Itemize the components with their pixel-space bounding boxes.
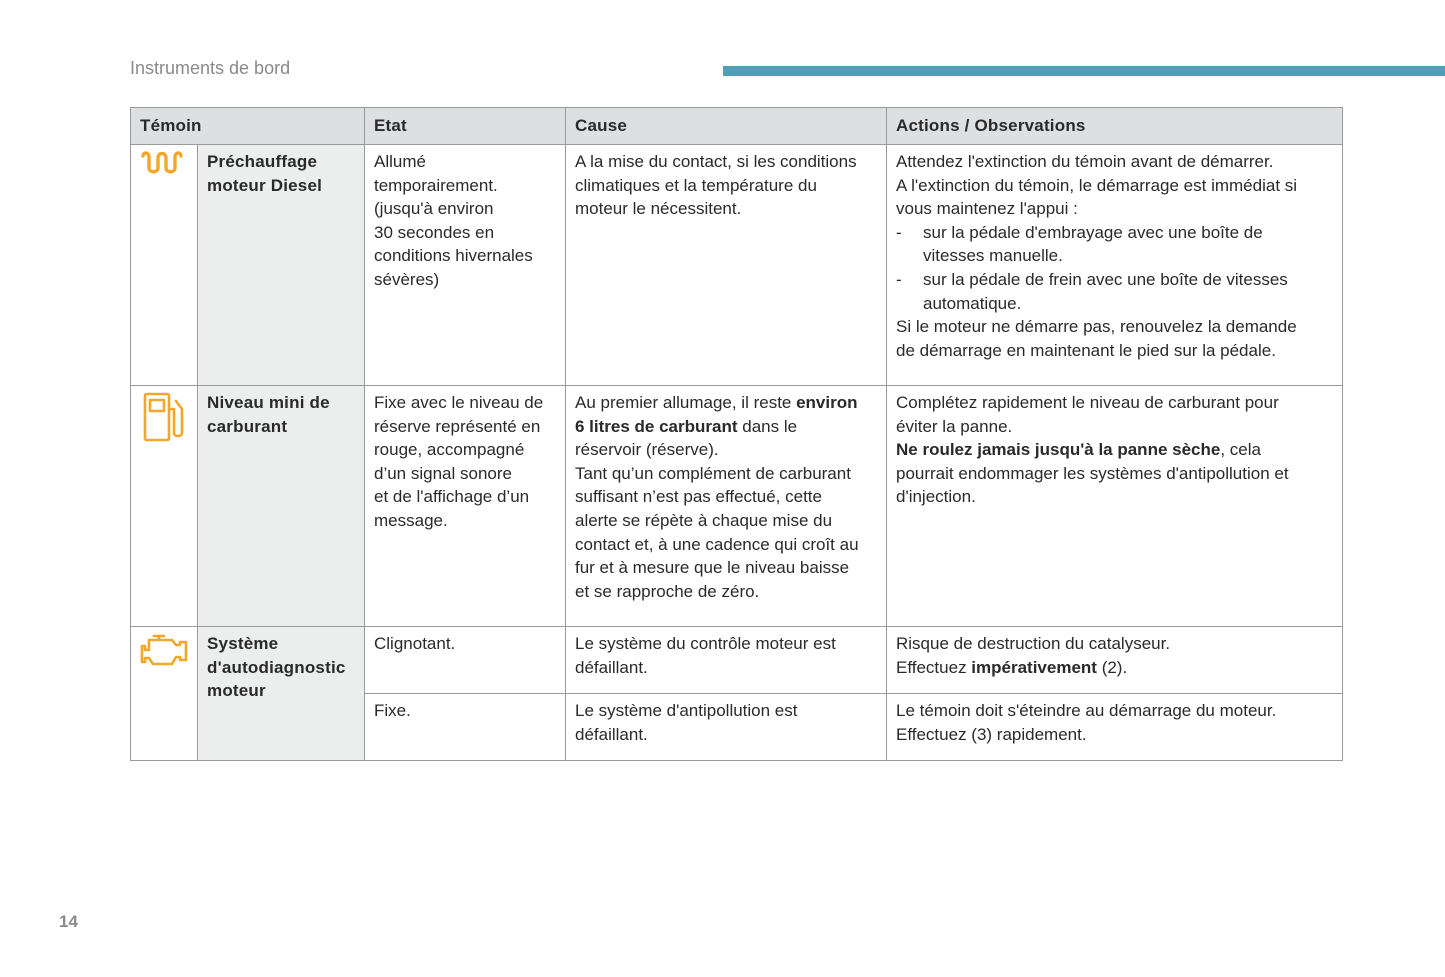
fuel-etat-line: rouge, accompagné xyxy=(374,440,525,460)
fuel-pump-icon xyxy=(140,391,188,443)
preheat-actions-line: A l'extinction du témoin, le démarrage est immédiat si xyxy=(896,175,1298,195)
engine-etat-cell: Fixe. xyxy=(365,694,566,761)
engine-name-line: Système xyxy=(207,634,279,653)
fuel-cause-text: dans le xyxy=(737,416,798,436)
bullet-dash: - xyxy=(896,269,902,289)
fuel-actions-bold: Ne roulez jamais jusqu'à la panne sèche xyxy=(896,440,1221,460)
fuel-cause-line: Tant qu’un complément de carburant xyxy=(575,463,851,483)
preheat-etat-line: conditions hivernales xyxy=(374,246,533,266)
engine-cause-cell xyxy=(566,627,887,694)
section-title: Instruments de bord xyxy=(130,58,291,78)
preheat-etat-line: temporairement. xyxy=(374,175,498,195)
fuel-cause-line: contact et, à une cadence qui croît au xyxy=(575,534,859,554)
fuel-etat-cell xyxy=(365,386,566,627)
column-header-actions: Actions / Observations xyxy=(887,108,1343,145)
preheat-etat-line: (jusqu'à environ xyxy=(374,199,494,219)
engine-name-cell xyxy=(198,627,365,761)
fuel-icon-cell xyxy=(131,386,198,627)
preheat-cause-line: A la mise du contact, si les conditions xyxy=(575,152,857,171)
engine-actions-cell xyxy=(887,627,1343,694)
engine-check-icon xyxy=(140,632,188,668)
engine-actions-bold: impérativement xyxy=(971,657,1097,677)
fuel-etat-line: réserve représenté en xyxy=(374,416,541,436)
preheat-actions-line: Attendez l'extinction du témoin avant de démarrer. xyxy=(896,152,1274,171)
fuel-name-line: carburant xyxy=(207,416,288,436)
engine-icon-cell xyxy=(131,627,198,761)
engine-cause-line: Le système du contrôle moteur est xyxy=(575,634,836,653)
table-row-engine-flashing xyxy=(131,627,1343,694)
preheat-etat-line: sévères) xyxy=(374,269,440,289)
fuel-name-line: Niveau mini de xyxy=(207,393,330,412)
bullet-dash: - xyxy=(896,222,902,242)
preheat-actions-line: vous maintenez l'appui : xyxy=(896,199,1078,219)
fuel-cause-bold: 6 litres de carburant xyxy=(575,416,738,436)
engine-actions-text: (2). xyxy=(1096,657,1128,677)
column-header-cause: Cause xyxy=(566,108,887,145)
page-number: 14 xyxy=(59,912,78,931)
fuel-actions-line: pourrait endommager les systèmes d'antipollution et xyxy=(896,463,1289,483)
fuel-name-cell xyxy=(198,386,365,627)
fuel-cause-line xyxy=(575,391,877,415)
engine-actions-line: Effectuez (3) rapidement. xyxy=(896,724,1087,744)
preheat-bullet-item xyxy=(896,268,1333,315)
preheat-icon-cell xyxy=(131,145,198,386)
fuel-actions-cell xyxy=(887,386,1343,627)
fuel-actions-line xyxy=(896,438,1333,462)
engine-name-line: d'autodiagnostic xyxy=(207,657,346,677)
bullet-text-line: sur la pédale de frein avec une boîte de vitesses xyxy=(923,269,1288,289)
fuel-cause-line: et se rapproche de zéro. xyxy=(575,581,760,601)
column-header-temoin: Témoin xyxy=(131,108,365,145)
fuel-cause-line: alerte se répète à chaque mise du xyxy=(575,510,833,530)
header-accent-bar xyxy=(723,66,1445,76)
fuel-actions-line: Complétez rapidement le niveau de carburant pour xyxy=(896,393,1279,412)
preheat-name-line: moteur Diesel xyxy=(207,175,323,195)
fuel-cause-bold: environ xyxy=(796,393,858,412)
bullet-text xyxy=(923,221,1263,268)
bullet-text-line: automatique. xyxy=(923,293,1022,313)
fuel-actions-text: , cela xyxy=(1220,440,1261,460)
fuel-cause-text: Au premier allumage, il reste xyxy=(575,393,797,412)
preheat-actions-cell xyxy=(887,145,1343,386)
engine-actions-cell xyxy=(887,694,1343,761)
engine-cause-cell xyxy=(566,694,887,761)
preheat-actions-line: de démarrage en maintenant le pied sur la pédale. xyxy=(896,340,1276,360)
fuel-cause-line: suffisant n’est pas effectué, cette xyxy=(575,487,822,507)
preheat-name-line: Préchauffage xyxy=(207,152,318,171)
preheat-name-cell xyxy=(198,145,365,386)
fuel-etat-line: Fixe avec le niveau de xyxy=(374,393,544,412)
engine-name-line: moteur xyxy=(207,681,266,701)
fuel-actions-line: d'injection. xyxy=(896,487,976,507)
preheat-etat-cell xyxy=(365,145,566,386)
warning-lights-table xyxy=(130,107,1343,761)
column-header-etat: Etat xyxy=(365,108,566,145)
preheat-coil-icon xyxy=(140,150,188,174)
engine-actions-line: Risque de destruction du catalyseur. xyxy=(896,634,1171,653)
fuel-actions-line: éviter la panne. xyxy=(896,416,1013,436)
preheat-cause-line: climatiques et la température du xyxy=(575,175,817,195)
fuel-cause-line xyxy=(575,415,877,439)
table-header-row xyxy=(131,108,1343,145)
table-row-preheat xyxy=(131,145,1343,386)
table-row-fuel xyxy=(131,386,1343,627)
engine-actions-line xyxy=(896,656,1333,680)
preheat-bullet-item xyxy=(896,221,1333,268)
fuel-cause-line: réservoir (réserve). xyxy=(575,440,719,460)
bullet-text-line: sur la pédale d'embrayage avec une boîte de xyxy=(923,222,1263,242)
preheat-cause-line: moteur le nécessitent. xyxy=(575,199,742,219)
bullet-text-line: vitesses manuelle. xyxy=(923,246,1063,266)
preheat-actions-line: Si le moteur ne démarre pas, renouvelez la demande xyxy=(896,317,1297,337)
engine-cause-line: Le système d'antipollution est xyxy=(575,701,798,720)
fuel-etat-line: message. xyxy=(374,510,448,530)
preheat-cause-cell xyxy=(566,145,887,386)
preheat-etat-line: 30 secondes en xyxy=(374,222,495,242)
fuel-cause-line: fur et à mesure que le niveau baisse xyxy=(575,558,850,578)
preheat-etat-line: Allumé xyxy=(374,152,426,171)
engine-actions-text: Effectuez xyxy=(896,657,972,677)
engine-etat-cell: Clignotant. xyxy=(365,627,566,694)
fuel-etat-line: et de l'affichage d’un xyxy=(374,487,530,507)
fuel-etat-line: d’un signal sonore xyxy=(374,463,512,483)
engine-cause-line: défaillant. xyxy=(575,657,648,677)
engine-actions-line: Le témoin doit s'éteindre au démarrage du moteur. xyxy=(896,701,1277,720)
bullet-text xyxy=(923,268,1288,315)
fuel-cause-cell xyxy=(566,386,887,627)
engine-cause-line: défaillant. xyxy=(575,724,648,744)
